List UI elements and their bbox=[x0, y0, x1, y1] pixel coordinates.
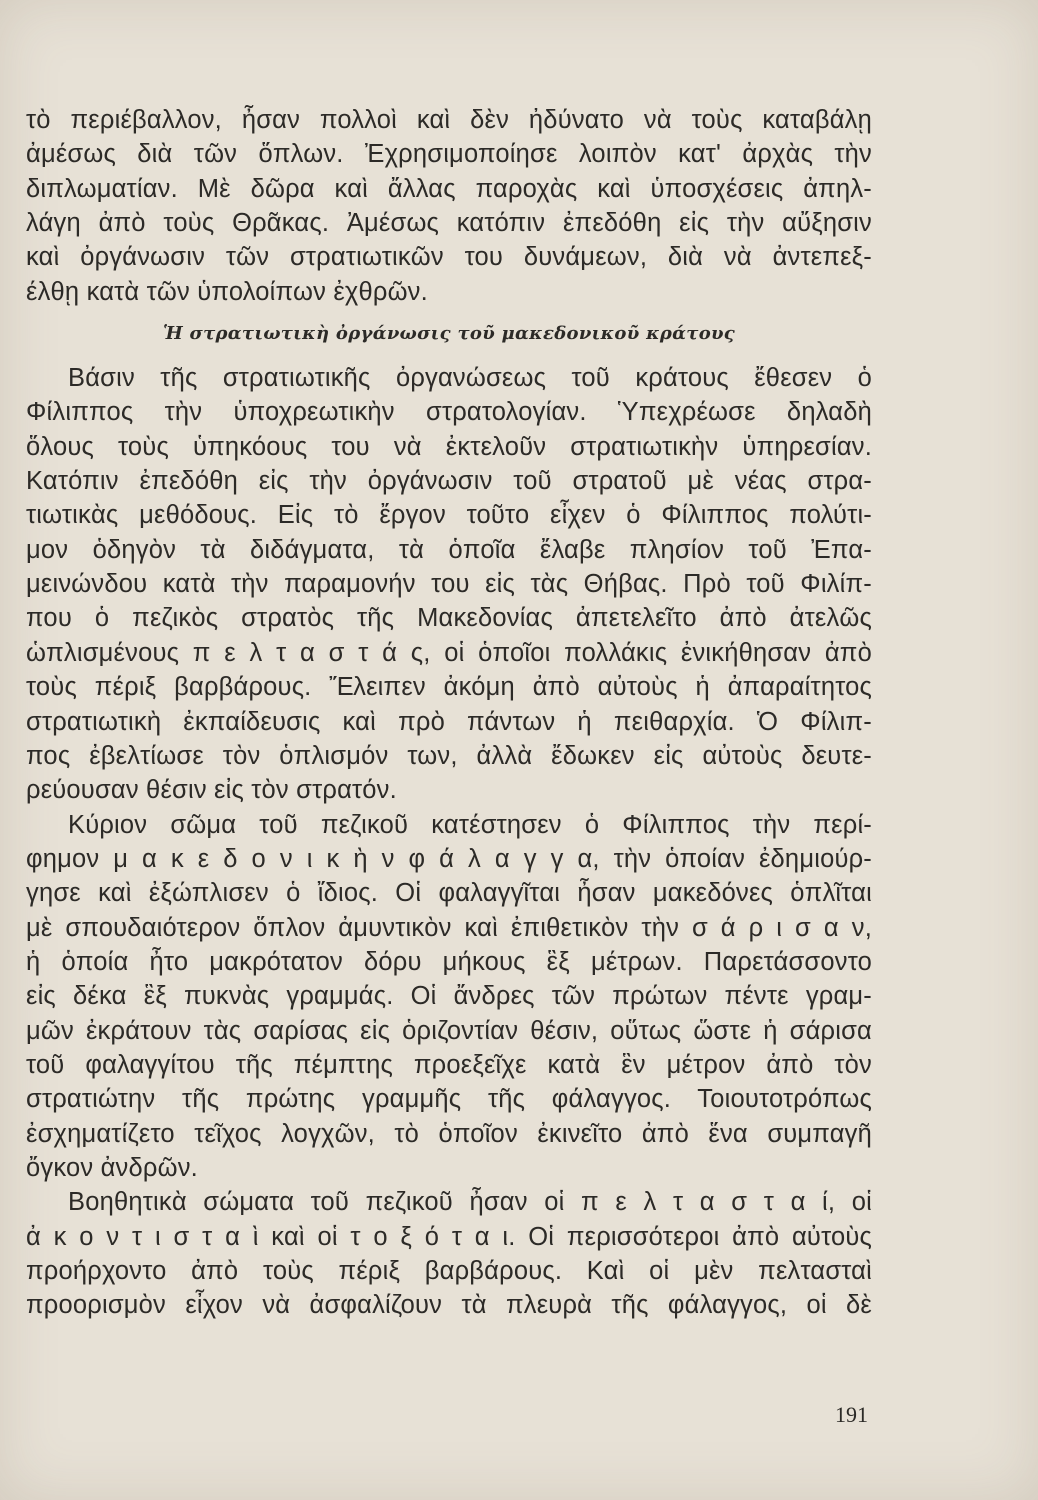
text-line: τοὺς πέριξ βαρβάρους. Ἔλειπεν ἀκόμη ἀπὸ αὐτοὺς ἡ ἀπαραίτητος bbox=[26, 673, 872, 702]
text-line: έλθῃ κατὰ τῶν ὑπολοίπων ἐχθρῶν. bbox=[26, 277, 428, 306]
text-line: Βάσιν τῆς στρατιωτικῆς ὀργανώσεως τοῦ κράτους ἔθεσεν ὁ bbox=[68, 364, 872, 393]
text-line: πος ἐβελτίωσε τὸν ὁπλισμόν των, ἀλλὰ ἔδωκεν εἰς αὐτοὺς δευτε- bbox=[26, 741, 872, 770]
text-line: ὅλους τοὺς ὑπηκόους του νὰ ἐκτελοῦν στρατιωτικὴν ὑπηρεσίαν. bbox=[26, 432, 872, 461]
text-line: φημον μ α κ ε δ ο ν ι κ ὴ ν φ ά λ α γ γ α, τὴν ὁποίαν ἐδημιούρ- bbox=[26, 844, 872, 873]
text-line: τοῦ φαλαγγίτου τῆς πέμπτης προεξεῖχε κατὰ ἓν μέτρον ἀπὸ τὸν bbox=[26, 1050, 872, 1079]
text-line: ἀ κ ο ν τ ι σ τ α ὶ καὶ οἱ τ ο ξ ό τ α ι. Οἱ περισσότεροι ἀπὸ αὐτοὺς bbox=[26, 1222, 872, 1251]
section-heading: Ἡ στρατιωτικὴ ὀργάνωσις τοῦ μακεδονικοῦ κράτους bbox=[162, 323, 736, 345]
text-line: μὲ σπουδαιότερον ὅπλον ἀμυντικὸν καὶ ἐπιθετικὸν τὴν σ ά ρ ι σ α ν, bbox=[26, 913, 872, 942]
text-line: ἀμέσως διὰ τῶν ὅπλων. Ἐχρησιμοποίησε λοιπὸν κατ' ἀρχὰς τὴν bbox=[26, 140, 872, 169]
paragraph-1 bbox=[26, 103, 872, 309]
text-line: μῶν ἐκράτουν τὰς σαρίσας εἰς ὁριζοντίαν θέσιν, οὕτως ὥστε ἡ σάρισα bbox=[26, 1016, 872, 1045]
text-line: ἡ ὁποία ἦτο μακρότατον δόρυ μήκους ἓξ μέτρων. Παρετάσσοντο bbox=[26, 947, 872, 976]
text-line: λάγη ἀπὸ τοὺς Θρᾶκας. Ἀμέσως κατόπιν ἐπεδόθη εἰς τὴν αὔξησιν bbox=[26, 209, 872, 238]
paragraph-2 bbox=[26, 361, 872, 807]
text-line: στρατιώτην τῆς πρώτης γραμμῆς τῆς φάλαγγος. Τοιουτοτρόπως bbox=[26, 1085, 872, 1114]
text-line: Βοηθητικὰ σώματα τοῦ πεζικοῦ ἦσαν οἱ π ε λ τ α σ τ α ί, οἱ bbox=[68, 1188, 872, 1217]
text-line: ρεύουσαν θέσιν εἰς τὸν στρατόν. bbox=[26, 776, 397, 805]
text-line: ὡπλισμένους π ε λ τ α σ τ ά ς, οἱ ὁποῖοι πολλάκις ἐνικήθησαν ἀπὸ bbox=[26, 638, 872, 667]
text-line: μεινώνδου κατὰ τὴν παραμονήν του εἰς τὰς Θήβας. Πρὸ τοῦ Φιλίπ- bbox=[26, 570, 872, 599]
text-line: τιωτικὰς μεθόδους. Εἰς τὸ ἔργον τοῦτο εἶχεν ὁ Φίλιππος πολύτι- bbox=[26, 501, 872, 530]
text-line: προήρχοντο ἀπὸ τοὺς πέριξ βαρβάρους. Καὶ οἱ μὲν πελτασταὶ bbox=[26, 1257, 872, 1285]
text-line: στρατιωτικὴ ἐκπαίδευσις καὶ πρὸ πάντων ἡ πειθαρχία. Ὁ Φίλιπ- bbox=[26, 707, 872, 736]
text-line: καὶ ὀργάνωσιν τῶν στρατιωτικῶν του δυνάμεων, διὰ νὰ ἀντεπεξ- bbox=[26, 243, 872, 272]
text-line: Φίλιππος τὴν ὑποχρεωτικὴν στρατολογίαν. Ὑπεχρέωσε δηλαδὴ bbox=[26, 398, 872, 427]
page-number: 191 bbox=[835, 1402, 868, 1427]
paragraph-3 bbox=[26, 808, 872, 1186]
text-line: μον ὁδηγὸν τὰ διδάγματα, τὰ ὁποῖα ἔλαβε πλησίον τοῦ Ἐπα- bbox=[26, 535, 872, 564]
paragraph-4 bbox=[26, 1185, 872, 1322]
text-line: διπλωματίαν. Μὲ δῶρα καὶ ἄλλας παροχὰς καὶ ὑποσχέσεις ἀπηλ- bbox=[26, 174, 872, 203]
text-line: τὸ περιέβαλλον, ἦσαν πολλοὶ καὶ δὲν ἠδύνατο νὰ τοὺς καταβάλῃ bbox=[26, 106, 872, 134]
body-text bbox=[26, 103, 872, 1323]
text-line: που ὁ πεζικὸς στρατὸς τῆς Μακεδονίας ἀπετελεῖτο ἀπὸ ἀτελῶς bbox=[26, 604, 872, 633]
text-line: Κύριον σῶμα τοῦ πεζικοῦ κατέστησεν ὁ Φίλιππος τὴν περί- bbox=[68, 810, 872, 839]
text-line: ἐσχηματίζετο τεῖχος λογχῶν, τὸ ὁποῖον ἐκινεῖτο ἀπὸ ἕνα συμπαγῆ bbox=[26, 1119, 872, 1148]
text-line: Κατόπιν ἐπεδόθη εἰς τὴν ὀργάνωσιν τοῦ στρατοῦ μὲ νέας στρα- bbox=[26, 467, 872, 496]
text-line: προορισμὸν εἶχον νὰ ἀσφαλίζουν τὰ πλευρὰ τῆς φάλαγγος, οἱ δὲ bbox=[26, 1291, 872, 1320]
text-line: γησε καὶ ἐξώπλισεν ὁ ἴδιος. Οἱ φαλαγγῖται ἦσαν μακεδόνες ὁπλῖται bbox=[26, 879, 872, 908]
text-line: εἰς δέκα ἓξ πυκνὰς γραμμάς. Οἱ ἄνδρες τῶν πρώτων πέντε γραμ- bbox=[26, 982, 872, 1011]
text-line: ὄγκον ἀνδρῶν. bbox=[26, 1153, 198, 1182]
